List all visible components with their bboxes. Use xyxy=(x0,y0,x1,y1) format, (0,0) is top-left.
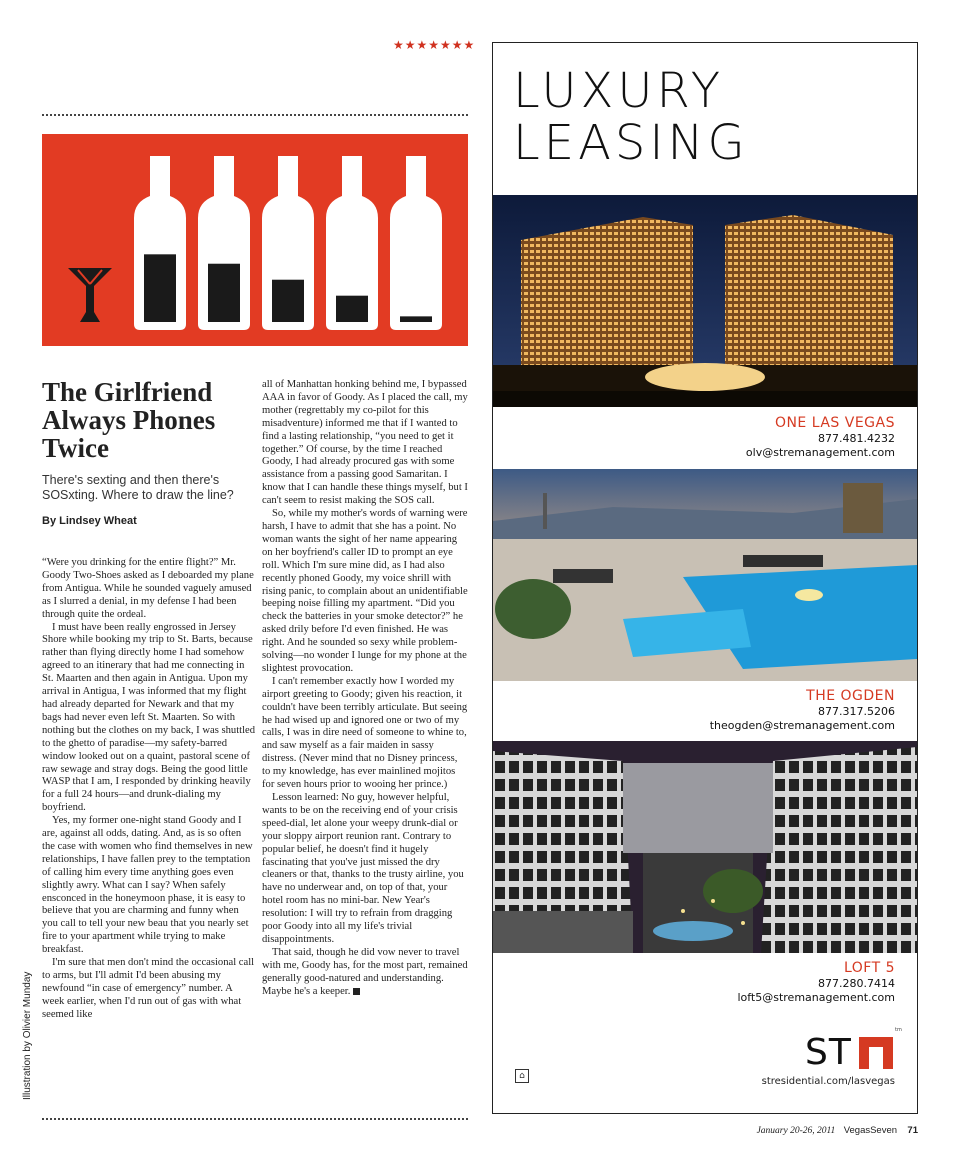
logo-text: ST xyxy=(805,1032,852,1073)
cocktail-glass-icon xyxy=(68,268,112,322)
one-las-vegas-photo xyxy=(493,195,917,407)
property-loft-5 xyxy=(737,960,895,1005)
trademark-symbol: tm xyxy=(895,1027,902,1033)
ad-title xyxy=(513,65,749,169)
article-column-2 xyxy=(262,379,468,999)
property-email[interactable]: loft5@stremanagement.com xyxy=(737,991,895,1004)
magazine-name: VegasSeven xyxy=(843,1125,898,1136)
beer-bottle-icon xyxy=(134,156,186,330)
paragraph: “Were you drinking for the entire flight?” Mr. Goody Two-Shoes asked as I deboarded my plane from Antigua. While he sounded vaguely amused as I slurred a denial, in my defense I had been through quite the ordeal. xyxy=(42,557,254,620)
beer-bottle-icon xyxy=(198,156,250,330)
luxury-leasing-ad[interactable] xyxy=(492,42,918,1114)
paragraph-text: That said, though he did vow never to travel with me, Goody has, for the most part, remained generally good-natured and understanding. Maybe he's a keeper. xyxy=(262,946,468,997)
ad-title-line-2: LEASING xyxy=(513,115,749,171)
article-illustration xyxy=(42,134,468,346)
end-mark-icon: 7 xyxy=(353,988,360,995)
equal-housing-icon: ⌂ xyxy=(515,1069,529,1083)
page-number: 71 xyxy=(907,1125,918,1136)
beer-bottle-icon xyxy=(262,156,314,330)
logo-mark-icon xyxy=(859,1037,893,1069)
beer-bottle-icon xyxy=(390,156,442,330)
article-byline: By Lindsey Wheat xyxy=(42,515,137,527)
beer-level xyxy=(144,254,176,322)
beer-level xyxy=(272,280,304,322)
paragraph: all of Manhattan honking behind me, I bypassed AAA in favor of Goody. As I placed the call, my mother (regrettably my co-pilot for this misadventure) informed me that if I wanted to find a lasting relationship, “you need to get it together.” Of course, by the time I reached Goody, I had already procured gas with some assistance from a passing good Samaritan. I know that I can handle these things myself, but I can't seem to resist making the SOS call. xyxy=(262,379,468,507)
page-footer xyxy=(757,1125,918,1136)
st-residential-logo[interactable] xyxy=(805,1027,902,1073)
top-divider xyxy=(42,114,468,116)
paragraph: Yes, my former one-night stand Goody and I are, against all odds, dating. And, as is so often the case with women who find themselves in new relationships, I have fallen prey to the temptation of calling him every time anything goes even slightly awry. What can I say? When safely ensconced in the honeymoon phase, it is easy to believe that you are charming and funny when you call to tell your new beau that you nearly set fire to your apartment while trying to make breakfast. xyxy=(42,815,253,956)
property-name: THE OGDEN xyxy=(806,688,895,704)
paragraph: Lesson learned: No guy, however helpful, wants to be on the receiving end of your crisis speed-dial, let alone your weepy drunk-dial or your sloppy airport reunion rant. Contrary to popular belief, he doesn't find it hugely fascinating that you've just missed the dry cleaners or that, thanks to the trusty airline, you have no underwear and, on top of that, your hotel room has no mini-bar. New Year's resolution: I will try to refrain from dragging poor Goody into all my life's trivial disappointments. xyxy=(262,792,464,945)
the-ogden-photo xyxy=(493,469,917,681)
property-name: LOFT 5 xyxy=(843,960,895,976)
bottom-divider xyxy=(42,1118,468,1120)
article-deck: There's sexting and then there's SOSxting. Where to draw the line? xyxy=(42,473,234,502)
beer-bottles-and-glass-icon xyxy=(42,134,468,346)
property-phone[interactable]: 877.317.5206 xyxy=(818,705,895,718)
paragraph: I'm sure that men don't mind the occasional call to arms, but I'll admit I'd been abusing my newfound “in case of emergency” number. A week earlier, when I'd run out of gas with what seemed like xyxy=(42,957,255,1020)
property-phone[interactable]: 877.481.4232 xyxy=(818,432,895,445)
beer-level xyxy=(400,316,432,322)
beer-level xyxy=(336,296,368,322)
property-name: ONE LAS VEGAS xyxy=(774,415,895,431)
ad-title-line-1: LUXURY xyxy=(513,63,725,119)
property-email[interactable]: olv@stremanagement.com xyxy=(745,446,895,459)
property-the-ogden xyxy=(710,688,895,733)
paragraph xyxy=(262,947,468,999)
illustration-credit: Illustration by Olivier Munday xyxy=(22,971,33,1100)
beer-bottle-icon xyxy=(326,156,378,330)
issue-date: January 20-26, 2011 xyxy=(756,1126,836,1136)
property-one-las-vegas xyxy=(746,415,895,460)
paragraph: I must have been really engrossed in Jersey Shore while booking my trip to St. Barts, because rather than flying directly home I had somehow agreed to an itinerary that had me connecting in St. Maarten and then again in Antigua. Upon my arrival in Antigua, I was informed that my flight had already departed for Newark and that my bags had never even left St. Maarten. So with nothing but the clothes on my back, I was shuttled to the ghetto of paradise—my safety-barred window looked out on a quaint, pastoral scene of raw sewage and stray dogs. Being the good little WASP that I am, I responded by drinking heavily for a full 24 hours—and drunk-dialing my boyfriend. xyxy=(42,621,256,814)
article-headline: The Girlfriend Always Phones Twice xyxy=(42,377,216,463)
decorative-stars: ★★★★★★★ xyxy=(393,38,476,52)
article-column-1 xyxy=(42,557,256,1022)
paragraph: I can't remember exactly how I worded my airport greeting to Goody; given his reaction, it couldn't have been terribly articulate. But seeing he had wised up and ignored one or two of my calls, I was in dire need of someone to whine to, and saw myself as a fair maiden in sassy distress. (Never mind that no Disney princess, to my knowledge, has ever mainlined mojitos for seven hours prior to wooing her prince.) xyxy=(262,675,468,791)
loft-5-photo xyxy=(493,741,917,953)
ad-website-link[interactable]: stresidential.com/lasvegas xyxy=(761,1076,895,1087)
property-phone[interactable]: 877.280.7414 xyxy=(818,977,895,990)
property-email[interactable]: theogden@stremanagement.com xyxy=(709,719,895,732)
beer-level xyxy=(208,264,240,322)
paragraph: So, while my mother's words of warning were harsh, I have to admit that she has a point. No woman wants the sight of her name appearing on her boyfriend's caller ID to prompt an eye roll. Which I'm sure mine did, as I had also recently phoned Goody, my voice shrill with rising panic, to complain about an unidentifiable beeping noise filling my apartment. “Did you check the batteries in your smoke detector?” he asked drily before I'd even finished. He was right. And he sounded so sexy while problem-solving—no wonder I lunge for my phone at the slightest provocation. xyxy=(262,508,468,674)
